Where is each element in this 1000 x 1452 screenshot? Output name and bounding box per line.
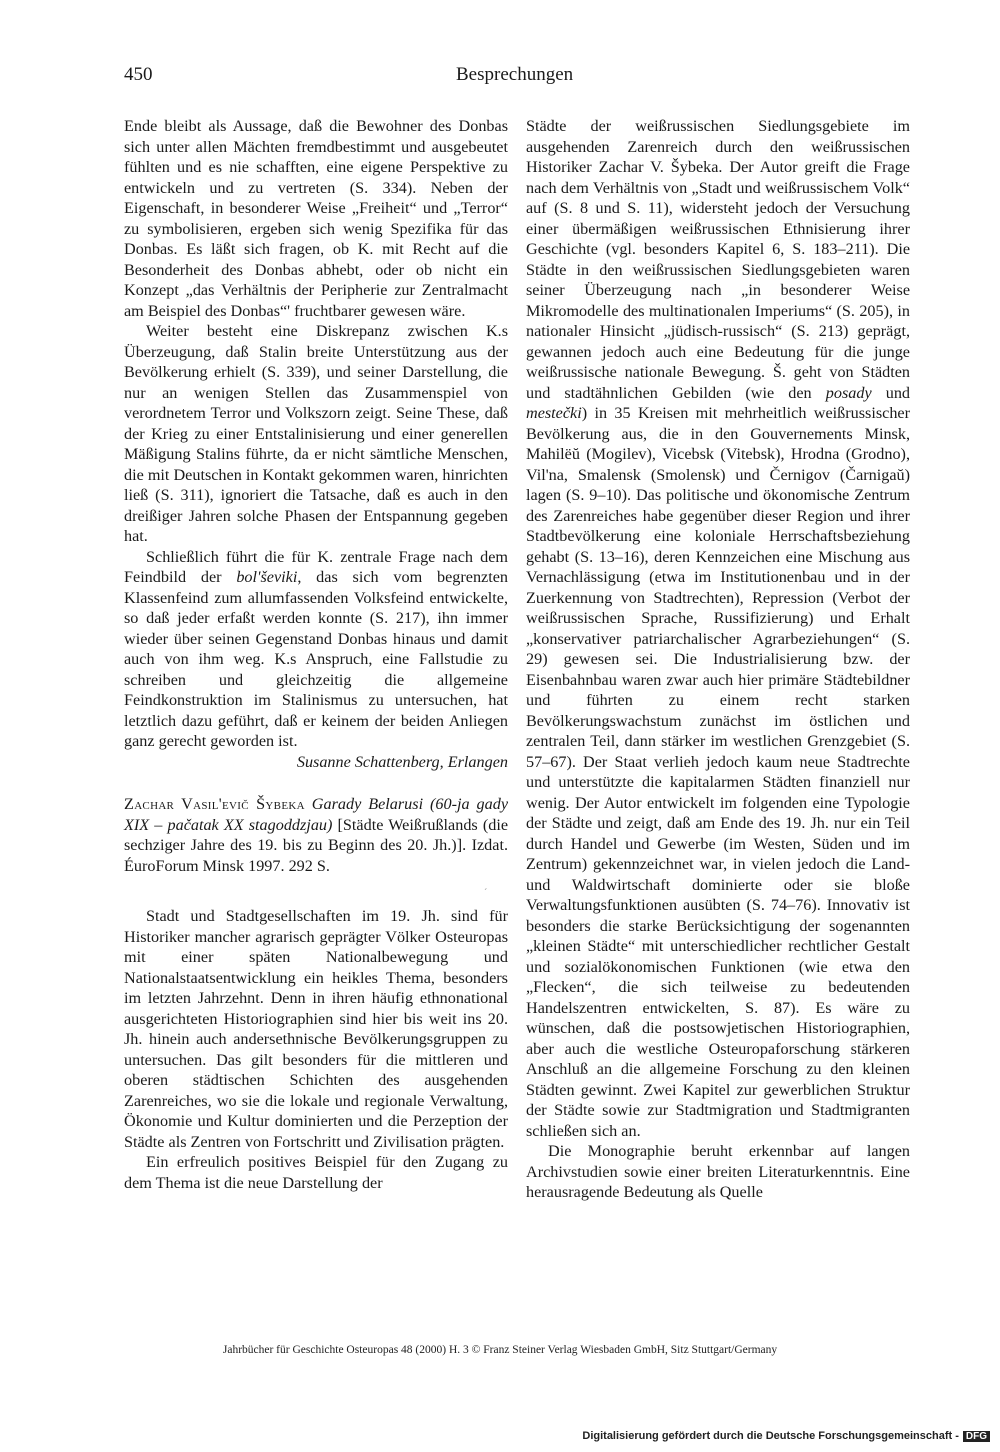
paragraph: Ende bleibt als Aussage, daß die Bewohner des Donbas sich unter allen Mächten fremdbestimmt und ausgebeutet fühlten und es nie schafften, eine eigene Perspektive zu entwickeln und zu vertreten (S. 334). Neben der Eigenschaft, in besonderer Weise „Freiheit“ und „Terror“ zu symbolisieren, ergeben sich wenig Spezifika für das Donbas. Es läßt sich fragen, ob K. mit Recht auf die Besonderheit des Donbas abhebt, oder ob nicht ein Konzept „das Verhältnis der Peripherie zur Zentralmacht am Beispiel des Donbas“' fruchtbarer gewesen wäre.: [124, 117, 508, 320]
text-run: und: [871, 383, 911, 402]
paragraph: Die Monographie beruht erkennbar auf langen Archivstudien sowie einer breiten Literaturkenntnis. Eine herausragende Bedeutung als Quelle: [526, 1142, 910, 1201]
text-run: ) in 35 Kreisen mit mehrheitlich weißrussischer Bevölkerung aus, die in den Gouvernements Minsk, Mahilëŭ (Mogilev), Vicebsk (Vitebsk), Hrodna (Grodno), Vil'na, Smalensk (Smolensk) und Černigov (Čarnigaŭ) lagen (S. 9–10). Das politische und ökonomische Zentrum des Zarenreiches habe gegenüber dieser Region und ihrer Stadtbevölkerung eine koloniale Herrschaftsbeziehung gehabt (S. 13–16), deren Kennzeichen eine Mischung aus Vernachlässigung (etwa im Institutionenbau und in der Zuerkennung von Stadtrechten), Repression (Verbot der weißrussischen Sprache, Russifizierung) und Erhalt „konservativer patriarchalischer Agrarbeziehungen“ (S. 29) gewesen sei. Die Industrialisierung bzw. der Eisenbahnbau waren zwar auch hier primäre Städtebildner und führten zu einem recht starken Bevölkerungswachstum zunächst im östlichen und zentralen Teil, dann stärker im westlichen Grenzgebiet (S. 57–67). Der Staat verlieh jedoch kaum neue Stadtrechte und unterstützte die kapitalarmen Städten finanziell nur wenig. Der Autor entwickelt im folgenden eine Typologie der Städte und zeigt, daß am Ende des 19. Jh. nur ein Teil durch Handel und Gewerbe (im Westen, Süden und im Zentrum) gekennzeichnet war, in vielen jedoch die Land- und Waldwirtschaft dominierte oder sie bloße Verwaltungsfunktionen ausübten (S. 74–76). Innovativ ist besonders die starke Berücksichtigung der sogenannten „kleinen Städte“ mit unterschiedlicher rechtlicher Gestalt und sozialökonomischen Funktionen (wie etwa den „Flecken“, die sich teilweise zu bedeutenden Handelszentren entwickelten, S. 87). Es wäre zu wünschen, daß die postsowjetischen Historiographien, aber auch die westliche Osteuropaforschung stärkeren Anschluß an die allgemeine Forschung zu den kleinen Städten gewinnt. Zwei Kapitel zur gewerblichen Struktur der Städte sowie zur Stadtmigration und Stadtmigranten schließen sich an.: [526, 404, 910, 1140]
digitization-note: [582, 1430, 990, 1442]
paragraph: [124, 547, 508, 752]
paragraph: [526, 116, 910, 1141]
digitization-text: Digitalisierung gefördert durch die Deutsche Forschungsgemeinschaft -: [582, 1430, 959, 1442]
text-run: , das sich vom begrenzten Klassenfeind zum allumfassenden Volksfeind entwickelte, so daß jeder erfaßt werden konnte (S. 217), ihn immer wieder über seinen Gegenstand Donbas hinaus und damit auch von ihm weg. K.s Anspruch, eine Fallstudie zu schreiben und gleichzeitig die allgemeine Feindkonstruktion im Stalinismus zu untersuchen, hat letztlich dazu geführt, daß er keinem der beiden Anliegen ganz gerecht geworden ist.: [124, 568, 508, 750]
paragraph: Weiter besteht eine Diskrepanz zwischen K.s Überzeugung, daß Stalin breite Unterstützung aus der Bevölkerung erhielt (S. 339), und seiner Darstellung, die nur an wenigen Stellen das Zusammenspiel von verordnetem Terror und Volkszorn zeigt. Seine These, daß der Krieg zu einer Entstalinisierung und einer generellen Mäßigung Stalins führte, da er nicht sämtliche Menschen, die mit Deutschen in Kontakt gekommen waren, hinrichten ließ (S. 311), ignoriert die Tatsache, daß es auch in den dreißiger Jahren solche Phasen der Entspannung gegeben hat.: [124, 322, 508, 545]
right-column: [526, 116, 910, 1203]
text-run: Städte der weißrussischen Siedlungsgebiete im ausgehenden Zarenreich durch den weißrussischen Historiker Zachar V. Šybeka. Der Autor greift die Frage nach dem Verhältnis von „Stadt und weißrussischem Volk“ auf (S. 8 und S. 11), widersteht jedoch der Versuchung einer übermäßigen weißrussischen Ethnisierung ihrer Geschichte (vgl. besonders Kapitel 6, S. 183–211). Die Städte in den weißrussischen Siedlungsgebieten waren seiner Überzeugung nach „in besonderer Weise Mikromodelle des multinationalen Imperiums“ (S. 205), in nationaler Hinsicht „jüdisch-russisch“ (S. 213) geprägt, gewannen jedoch auch eine Bedeutung für die junge weißrussische nationale Bewegung. Š. geht von Städten und stadtähnlichen Gebilden (wie den: [526, 117, 910, 402]
italic-term: bol'ševiki: [236, 568, 298, 586]
book-title: Garady Belarusi (60-ja gady XIX – pačatak XX stagoddzjau): [124, 795, 509, 834]
book-author: Zachar Vasil'evič Šybeka: [124, 795, 305, 813]
scan-mark: ˊ: [484, 888, 488, 899]
book-citation: [124, 794, 508, 876]
running-head: Besprechungen: [456, 64, 574, 85]
page-number: 450: [124, 64, 153, 85]
left-column: [124, 116, 508, 1193]
book-details: [Städte Weißrußlands (die sechziger Jahre des 19. bis zu Beginn des 20. Jh.)]. Izdat. ÉuroForum Minsk 1997. 292 S.: [124, 815, 508, 875]
paragraph: Ein erfreulich positives Beispiel für den Zugang zu dem Thema ist die neue Darstellung der: [124, 1153, 508, 1192]
italic-term: posady: [825, 383, 872, 402]
italic-term: mestečki: [526, 404, 582, 422]
reviewer-signature: Susanne Schattenberg, Erlangen: [296, 752, 508, 771]
dfg-logo: DFG: [963, 1431, 990, 1442]
text-run: Schließlich führt die für K. zentrale Frage nach dem Feindbild der: [124, 547, 508, 586]
footer-citation: Jahrbücher für Geschichte Osteuropas 48 (2000) H. 3 © Franz Steiner Verlag Wiesbaden GmbH, Sitz Stuttgart/Germany: [222, 1344, 778, 1356]
paragraph: Stadt und Stadtgesellschaften im 19. Jh. sind für Historiker mancher agrarisch geprägter Völker Osteuropas mit einer späten Nationalbewegung und Nationalstaatsentwicklung ein heikles Thema, besonders im letzten Jahrzehnt. Denn in ihren häufig ethnonational ausgerichteten Historiographien sind hier bis weit ins 20. Jh. hinein auch andersethnische Bevölkerungsgruppen zu untersuchen. Das gilt besonders für die mittleren und oberen städtischen Schichten des ausgehenden Zarenreiches, wo sie die lokale und regionale Verwaltung, Ökonomie und Kultur dominierten und die Perzeption der Städte als Zentren von Fortschritt und Zivilisation prägten.: [124, 907, 508, 1151]
